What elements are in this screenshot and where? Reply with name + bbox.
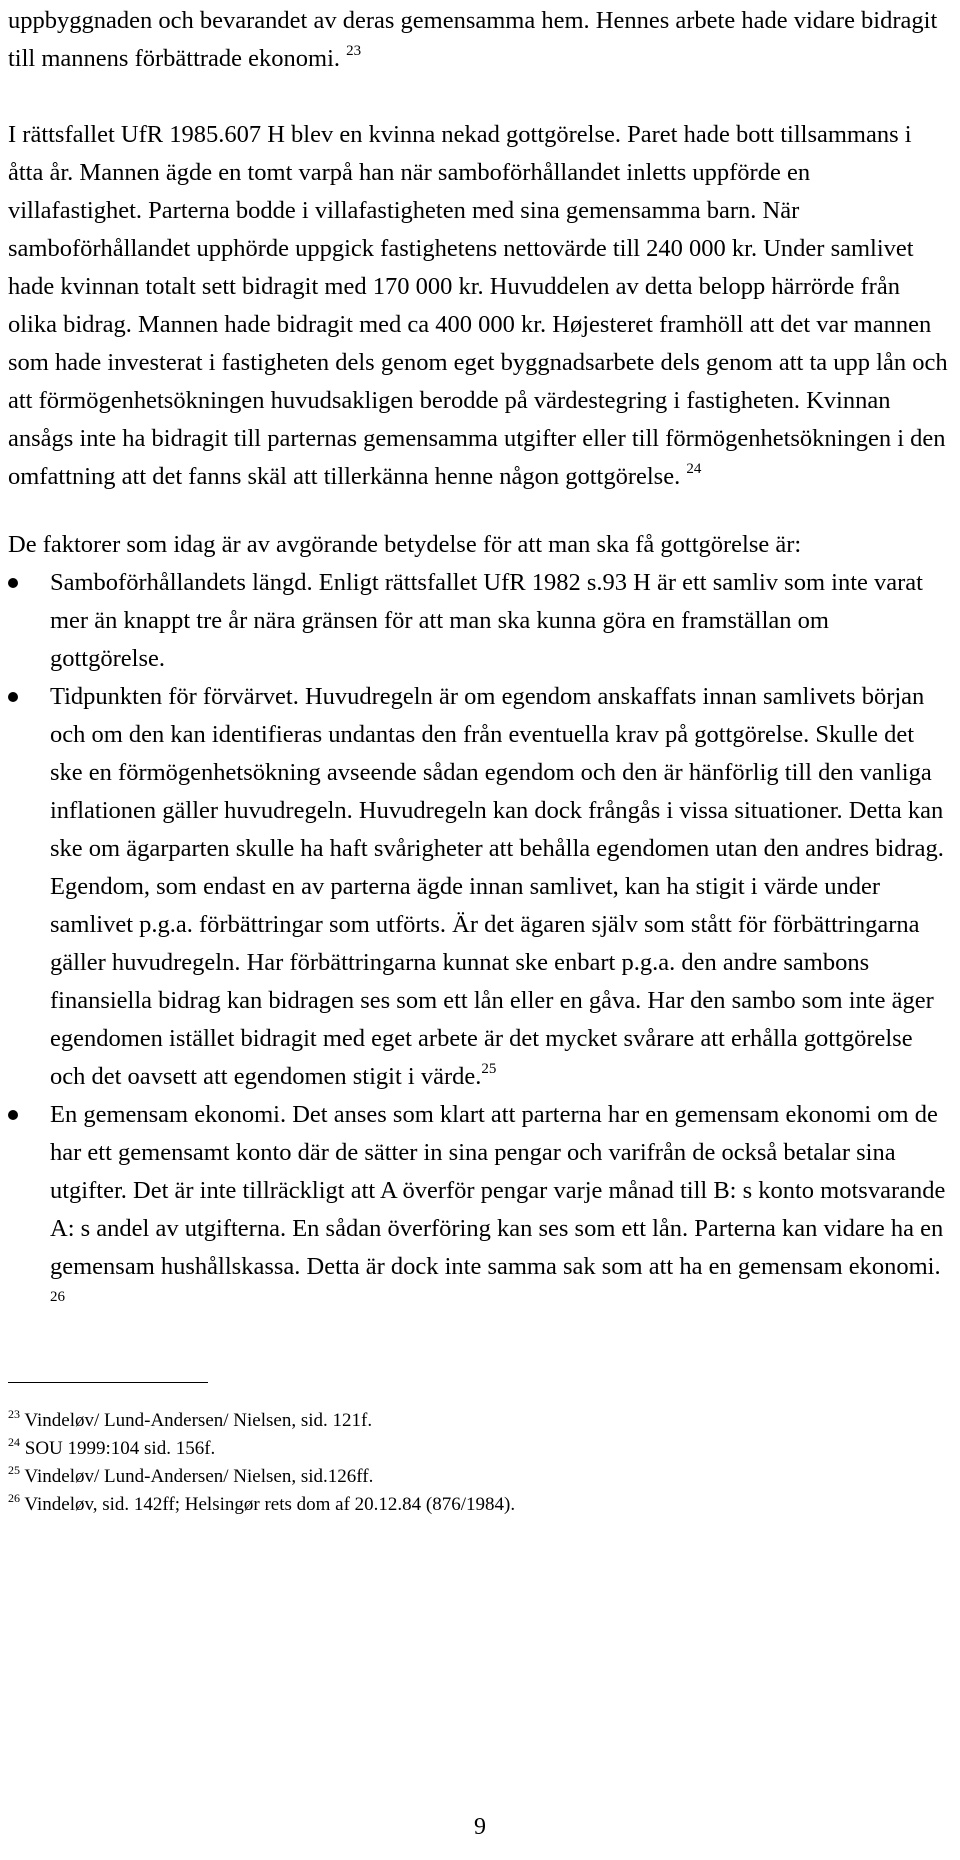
document-page [8, 0, 948, 1519]
paragraph-text: uppbyggnaden och bevarandet av deras gemensamma hem. Hennes arbete hade vidare bidragit till mannens förbättrade ekonomi. [8, 7, 938, 72]
footnote-reference[interactable]: 25 [481, 1060, 497, 1077]
footnote-text: Vindeløv, sid. 142ff; Helsingør rets dom af 20.12.84 (876/1984). [24, 1494, 516, 1515]
list-item-acquisition-time [8, 678, 948, 1096]
paragraph-intro [8, 2, 948, 78]
footnote-number: 25 [8, 1462, 20, 1477]
paragraph-case-ufr-1985 [8, 116, 948, 496]
list-item-duration [8, 564, 948, 678]
footnote-23 [8, 1407, 948, 1435]
footnote-reference[interactable]: 24 [686, 460, 702, 477]
footnote-25 [8, 1463, 948, 1491]
paragraph-text: De faktorer som idag är av avgörande betydelse för att man ska få gottgörelse är: [8, 531, 802, 558]
footnote-number: 24 [8, 1434, 20, 1449]
bullet-icon [8, 692, 18, 702]
bullet-icon [8, 1110, 18, 1120]
list-item-shared-economy [8, 1096, 948, 1324]
paragraph-factors-intro [8, 526, 948, 564]
footnote-number: 26 [8, 1490, 20, 1505]
bullet-icon [8, 578, 18, 588]
page-number: 9 [474, 1814, 486, 1840]
footnote-text: Vindeløv/ Lund-Andersen/ Nielsen, sid. 121f. [24, 1410, 373, 1431]
footnotes-section [8, 1407, 948, 1519]
list-item-text: En gemensam ekonomi. Det anses som klart att parterna har en gemensam ekonomi om de har ett gemensamt konto där de sätter in sina pengar och varifrån de också betalar sina utgifter. Det är inte tillräckligt att A överför pengar varje månad till B: s konto motsvarande A: s andel av utgifterna. En sådan överföring kan ses som ett lån. Parterna kan vidare ha en gemensam hushållskassa. Detta är dock inte samma sak som att ha en gemensam ekonomi. [50, 1101, 946, 1280]
list-item-text: Tidpunkten för förvärvet. Huvudregeln är om egendom anskaffats innan samlivets början och om den kan identifieras undantas den från eventuella krav på gottgörelse. Skulle det ske en förmögenhetsökning avseende sådan egendom och den är hänförlig till den vanliga inflationen gäller huvudregeln. Huvudregeln kan dock frångås i vissa situationer. Detta kan ske om ägarparten skulle ha haft svårigheter att behålla egendomen utan den andres bidrag. Egendom, som endast en av parterna ägde innan samlivet, kan ha stigit i värde under samlivet p.g.a. förbättringar som utförts. Är det ägaren själv som stått för förbättringarna gäller huvudregeln. Har förbättringarna kunnat ske enbart p.g.a. den andre sambons finansiella bidrag kan bidragen ses som ett lån eller en gåva. Har den sambo som inte äger egendomen istället bidragit med eget arbete är det mycket svårare att erhålla gottgörelse och det oavsett att egendomen stigit i värde. [50, 683, 944, 1090]
list-item-text: Samboförhållandets längd. Enligt rättsfallet UfR 1982 s.93 H är ett samliv som inte varat mer än knappt tre år nära gränsen för att man ska kunna göra en framställan om gottgörelse. [50, 569, 923, 672]
footnote-reference[interactable]: 26 [50, 1288, 65, 1305]
footnote-reference[interactable]: 23 [346, 42, 362, 59]
factor-list [8, 564, 948, 1324]
footnote-separator [8, 1382, 208, 1383]
footnote-text: Vindeløv/ Lund-Andersen/ Nielsen, sid.126ff. [24, 1466, 374, 1487]
footnote-26 [8, 1491, 948, 1519]
paragraph-text: I rättsfallet UfR 1985.607 H blev en kvinna nekad gottgörelse. Paret hade bott tillsammans i åtta år. Mannen ägde en tomt varpå han när samboförhållandet inletts uppförde en villafastighet. Parterna bodde i villafastigheten med sina gemensamma barn. När samboförhållandet upphörde uppgick fastighetens nettovärde till 240 000 kr. Under samlivet hade kvinnan totalt sett bidragit med 170 000 kr. Huvuddelen av detta belopp härrörde från olika bidrag. Mannen hade bidragit med ca 400 000 kr. Højesteret framhöll att det var mannen som hade investerat i fastigheten dels genom eget byggnadsarbete dels genom att ta upp lån och att förmögenhetsökningen huvudsakligen berodde på värdestegring i fastigheten. Kvinnan ansågs inte ha bidragit till parternas gemensamma utgifter eller till förmögenhetsökningen i den omfattning att det fanns skäl att tillerkänna henne någon gottgörelse. [8, 121, 948, 490]
footnote-text: SOU 1999:104 sid. 156f. [24, 1438, 216, 1459]
footnote-24 [8, 1435, 948, 1463]
footnote-number: 23 [8, 1406, 20, 1421]
